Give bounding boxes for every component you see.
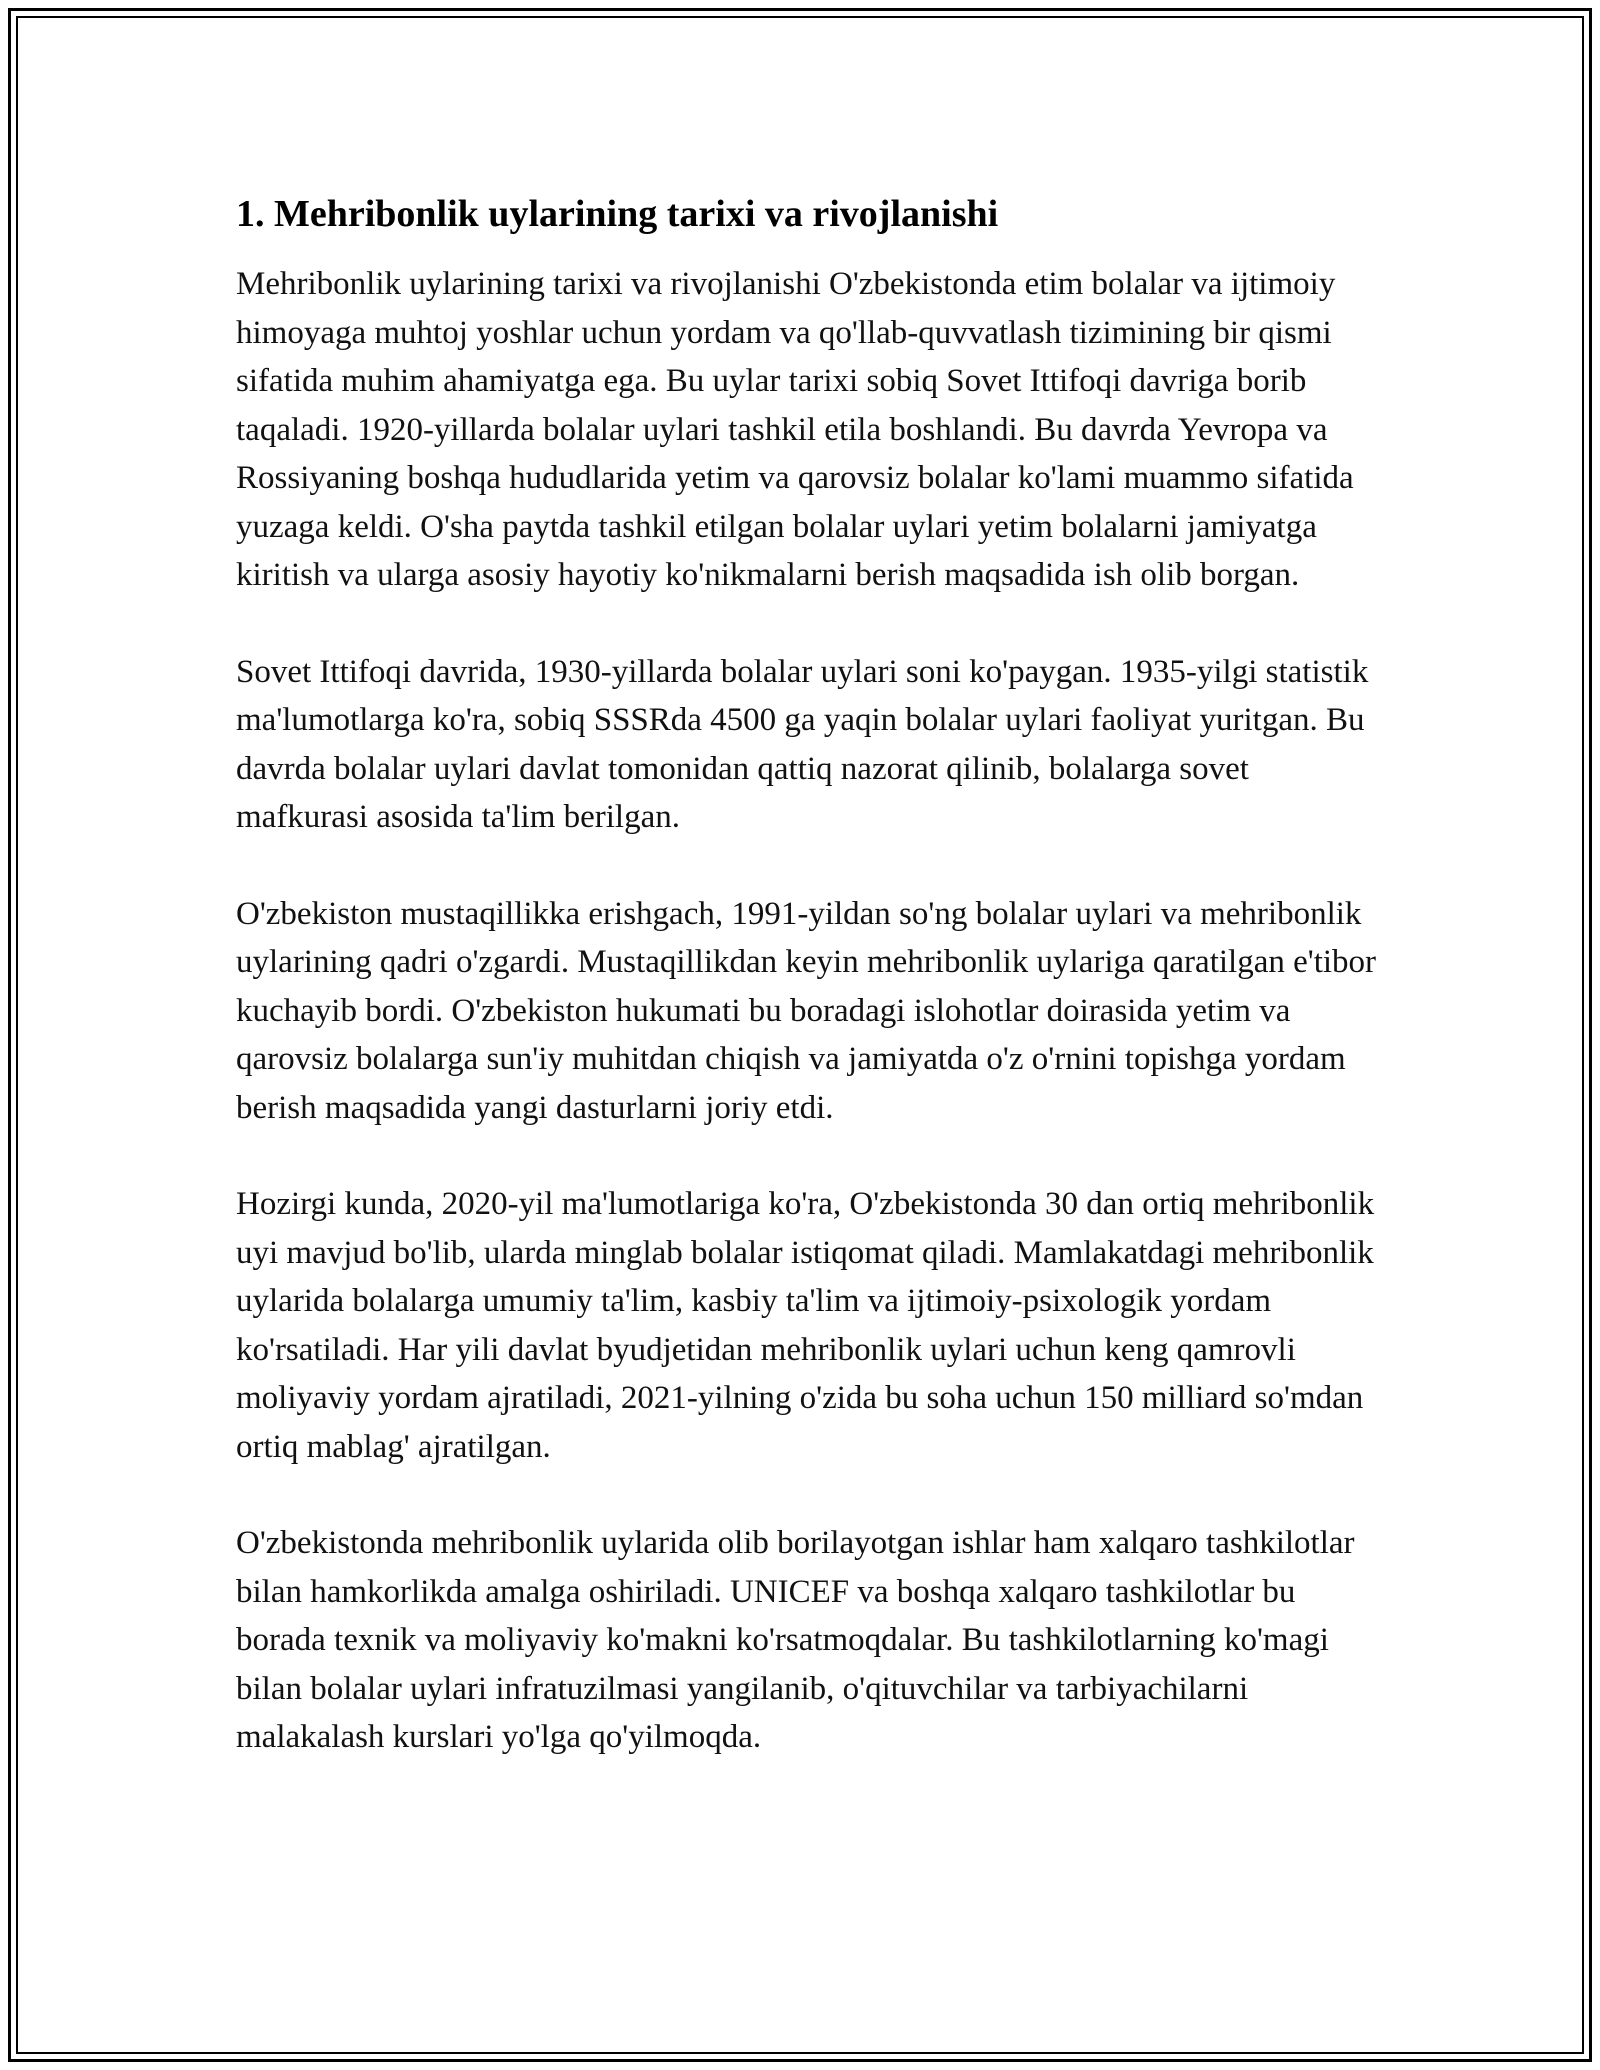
paragraph-soviet-era: Sovet Ittifoqi davrida, 1930-yillarda bolalar uylari soni ko'paygan. 1935-yilgi statistik ma'lumotlarga ko'ra, sobiq SSSRda 4500 ga yaqin bolalar uylari faoliyat yuritgan. Bu davrda bolalar uylari davlat tomonidan qattiq nazorat qilinib, bolalarga sovet mafkurasi asosida ta'lim berilgan. [236,653,1369,835]
paragraph-present-day: Hozirgi kunda, 2020-yil ma'lumotlariga ko'ra, O'zbekistonda 30 dan ortiq mehribonlik uyi mavjud bo'lib, ularda minglab bolalar istiqomat qiladi. Mamlakatdagi mehribonlik uylarida bolalarga umumiy ta'lim, kasbiy ta'lim va ijtimoiy-psixologik yordam ko'rsatiladi. Har yili davlat byudjetidan mehribonlik uylari uchun keng qamrovli moliyaviy yordam ajratiladi, 2021-yilning o'zida bu soha uchun 150 milliard so'mdan ortiq mablag' ajratilgan. [236,1186,1375,1465]
paragraph-independence: O'zbekiston mustaqillikka erishgach, 1991-yildan so'ng bolalar uylari va mehribonlik uylarining qadri o'zgardi. Mustaqillikdan keyin mehribonlik uylariga qaratilgan e'tibor kuchayib bordi. O'zbekiston hukumati bu boradagi islohotlar doirasida yetim va qarovsiz bolalarga sun'iy muhitdan chiqish va jamiyatda o'z o'rnini topishga yordam berish maqsadida yangi dasturlarni joriy etdi. [236,895,1377,1126]
paragraph-history-origins: Mehribonlik uylarining tarixi va rivojlanishi O'zbekistonda etim bolalar va ijtimoiy himoyaga muhtoj yoshlar uchun yordam va qo'llab-quvvatlash tizimining bir qismi sifatida muhim ahamiyatga ega. Bu uylar tarixi sobiq Sovet Ittifoqi davriga borib taqaladi. 1920-yillarda bolalar uylari tashkil etila boshlandi. Bu davrda Yevropa va Rossiyaning boshqa hududlarida yetim va qarovsiz bolalar ko'lami muammo sifatida yuzaga keldi. O'sha paytda tashkil etilgan bolalar uylari yetim bolalarni jamiyatga kiritish va ularga asosiy hayotiy ko'nikmalarni berish maqsadida ish olib borgan. [236,266,1354,593]
section-heading: 1. Mehribonlik uylarining tarixi va rivojlanishi [236,193,999,235]
paragraph-international-cooperation: O'zbekistonda mehribonlik uylarida olib borilayotgan ishlar ham xalqaro tashkilotlar bilan hamkorlikda amalga oshiriladi. UNICEF va boshqa xalqaro tashkilotlar bu borada texnik va moliyaviy ko'makni ko'rsatmoqdalar. Bu tashkilotlarning ko'magi bilan bolalar uylari infratuzilmasi yangilanib, o'qituvchilar va tarbiyachilarni malakalash kurslari yo'lga qo'yilmoqda. [236,1525,1355,1755]
document-body [236,190,1376,1810]
